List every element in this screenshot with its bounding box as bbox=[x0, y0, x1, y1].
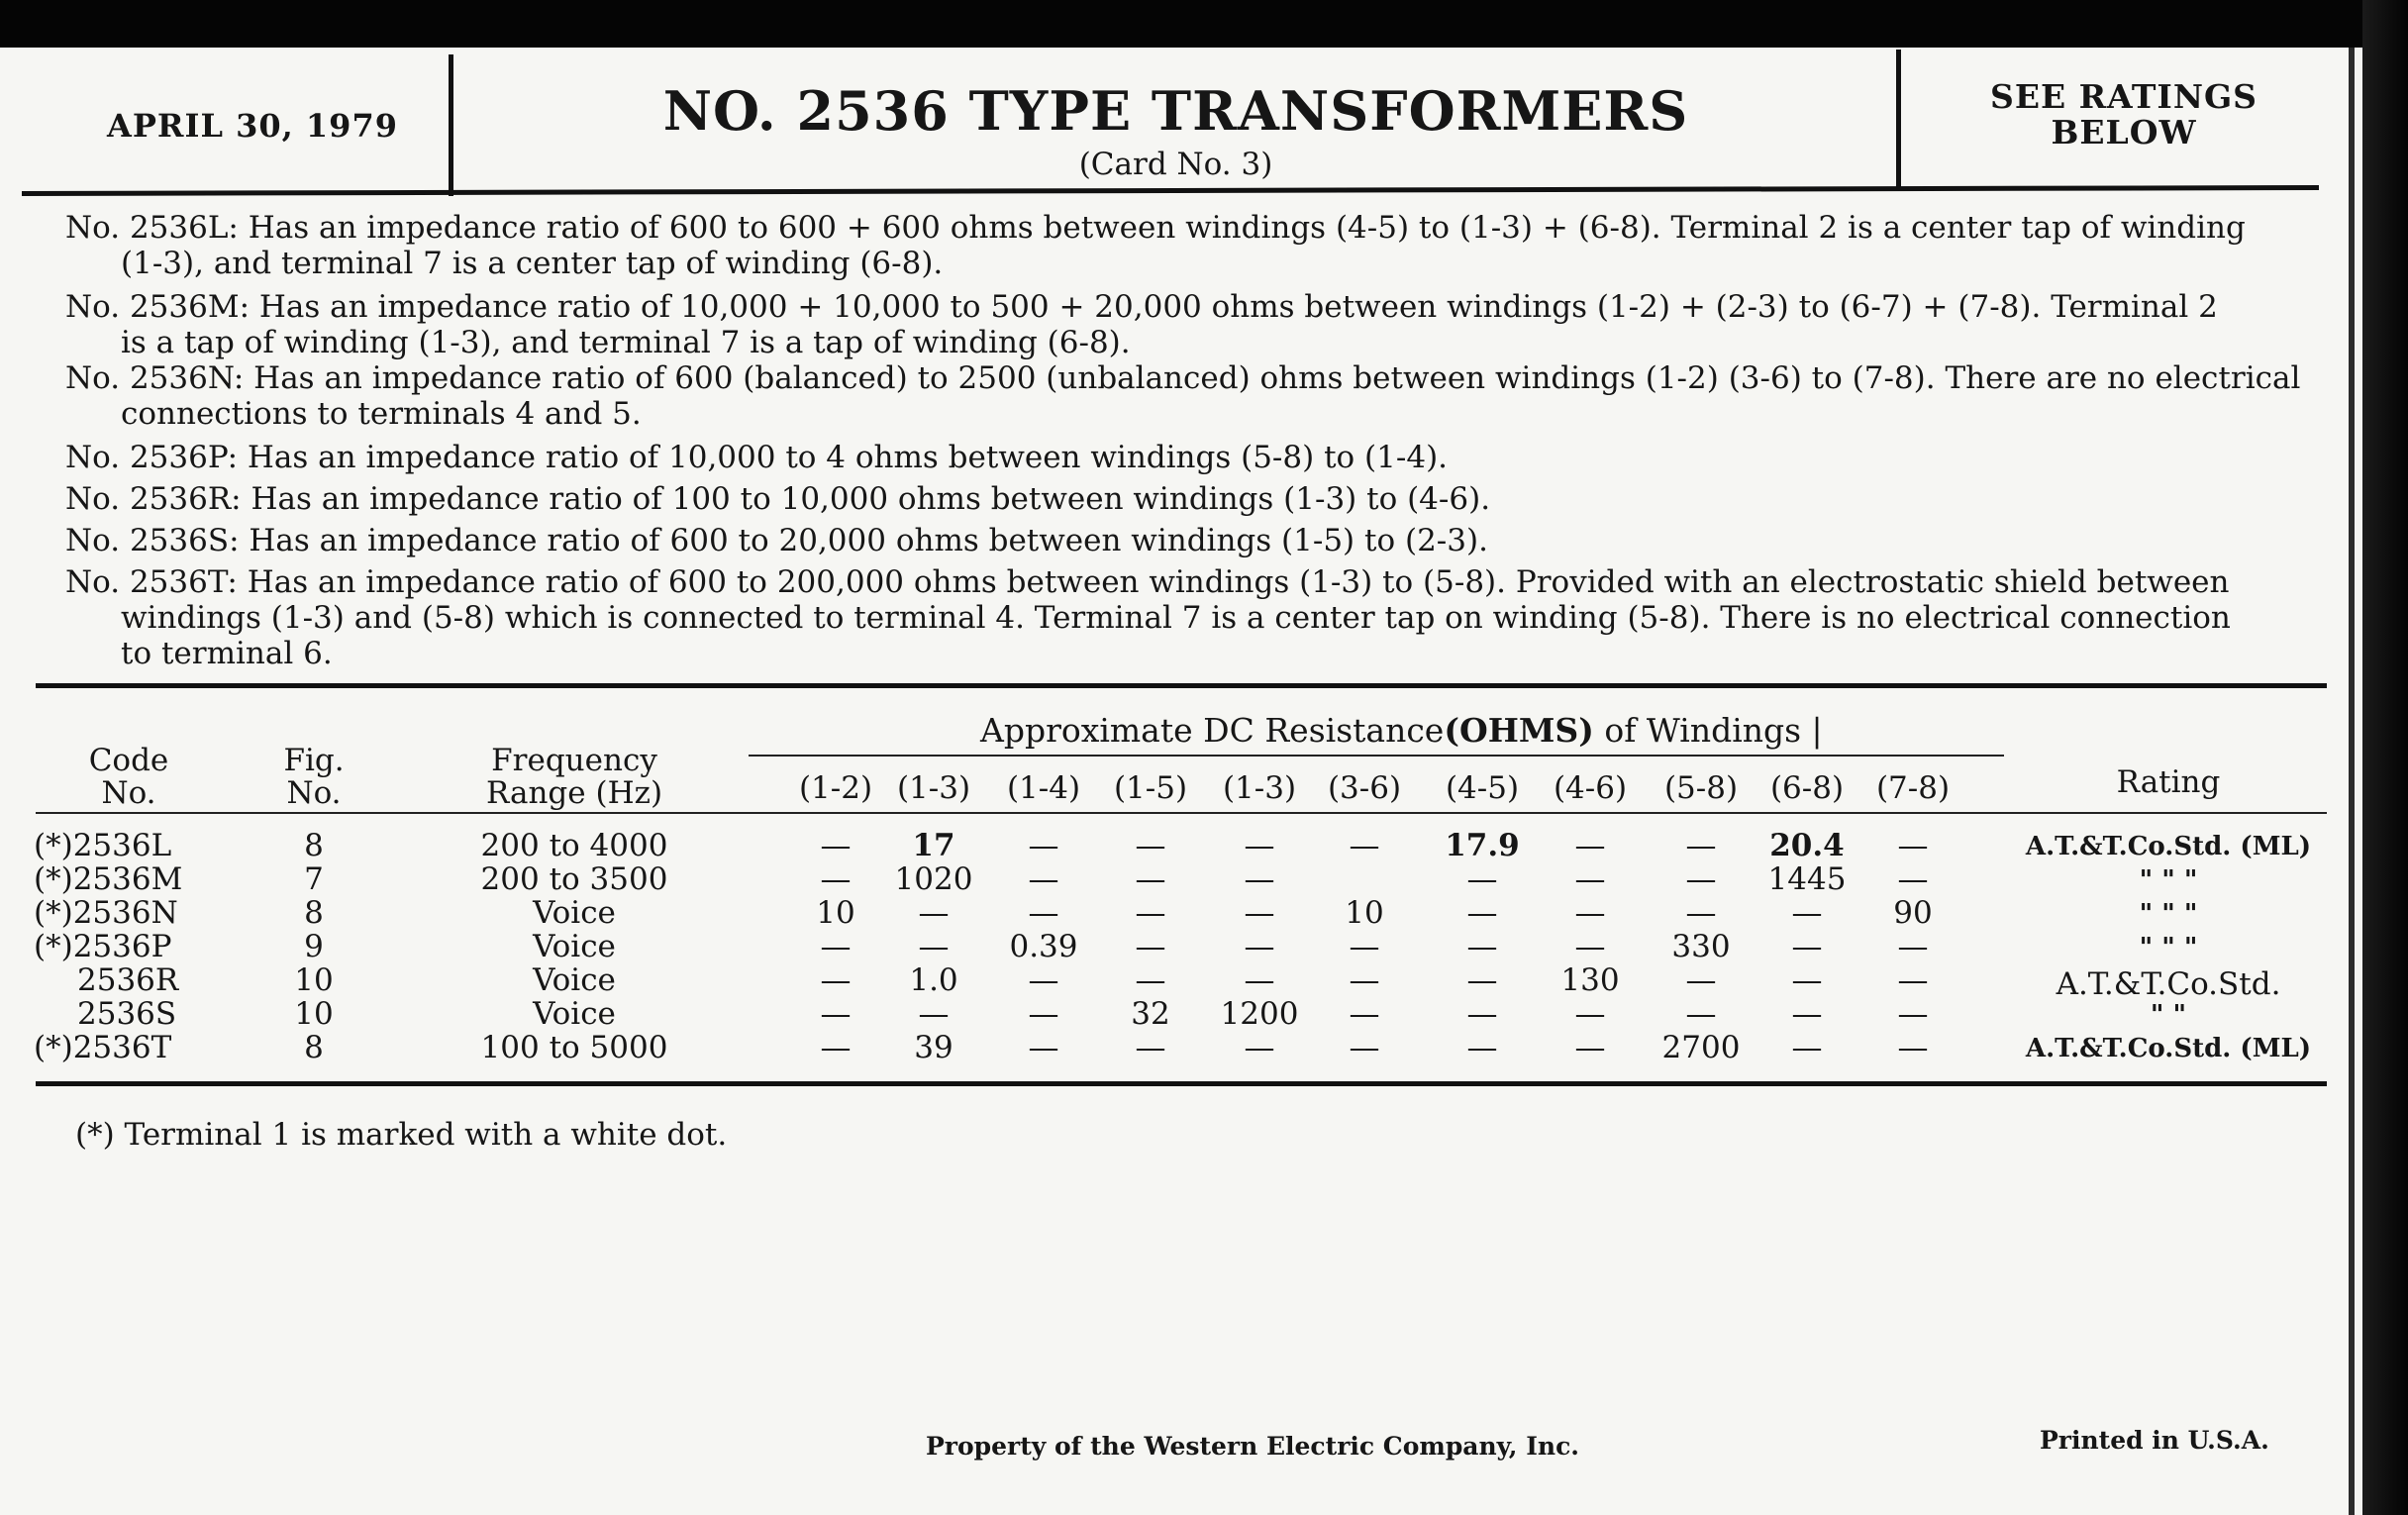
resistance-value: — bbox=[1466, 895, 1498, 931]
description-2536M bbox=[65, 289, 2293, 360]
header-winding: (4-6) bbox=[1553, 770, 1628, 806]
resistance-value: — bbox=[1574, 1030, 1606, 1065]
resistance-value: 17 bbox=[912, 828, 955, 863]
row-fig: 7 bbox=[304, 861, 324, 897]
row-code: (*)2536M bbox=[34, 861, 183, 897]
resistance-value: — bbox=[820, 996, 852, 1032]
row-frequency: Voice bbox=[533, 996, 616, 1032]
row-fig: 9 bbox=[304, 929, 324, 964]
row-frequency: Voice bbox=[533, 929, 616, 964]
resistance-value: — bbox=[1349, 929, 1380, 964]
header-winding: (1-2) bbox=[798, 770, 873, 806]
resistance-value: — bbox=[1135, 929, 1166, 964]
resistance-value: — bbox=[1897, 1030, 1929, 1065]
resistance-value: — bbox=[1574, 996, 1606, 1032]
description-2536R bbox=[65, 481, 2293, 517]
header-divider-right bbox=[1896, 50, 1901, 191]
resistance-value: 2700 bbox=[1661, 1030, 1741, 1065]
description-2536P bbox=[65, 440, 2293, 475]
description-line: No. 2536N: Has an impedance ratio of 600 (balanced) to 2500 (unbalanced) ohms between windings (1-2) (3-6) to (7-8). There are no electrical bbox=[65, 360, 2301, 396]
resistance-value: — bbox=[1244, 962, 1275, 998]
header-winding: (1-4) bbox=[1006, 770, 1081, 806]
description-2536T bbox=[65, 564, 2293, 671]
row-frequency: Voice bbox=[533, 962, 616, 998]
table-top-rule bbox=[36, 683, 2327, 688]
resistance-value: — bbox=[1349, 1030, 1380, 1065]
description-line: No. 2536L: Has an impedance ratio of 600 to 600 + 600 ohms between windings (4-5) to (1-3) + (6-8). Terminal 2 is a center tap of winding bbox=[65, 210, 2246, 246]
resistance-value: — bbox=[1028, 996, 1059, 1032]
description-line: No. 2536M: Has an impedance ratio of 10,000 + 10,000 to 500 + 20,000 ohms between windings (1-2) + (2-3) to (6-7) + (7-8). Terminal 2 bbox=[65, 289, 2218, 325]
description-line: No. 2536R: Has an impedance ratio of 100 to 10,000 ohms between windings (1-3) to (4-6). bbox=[65, 481, 1491, 517]
resistance-group-title bbox=[980, 711, 1823, 750]
table-bottom-rule bbox=[36, 1081, 2327, 1086]
header-code-line: Code bbox=[88, 743, 169, 778]
resistance-value: 1200 bbox=[1220, 996, 1299, 1032]
description-line: No. 2536T: Has an impedance ratio of 600 to 200,000 ohms between windings (1-3) to (5-8). Provided with an electrostatic shield between bbox=[65, 564, 2230, 600]
resistance-value: 0.39 bbox=[1009, 929, 1078, 964]
resistance-value: — bbox=[1135, 861, 1166, 897]
description-line: to terminal 6. bbox=[121, 636, 333, 671]
resistance-value: — bbox=[1897, 962, 1929, 998]
resistance-value: — bbox=[1466, 996, 1498, 1032]
resistance-value: — bbox=[1466, 962, 1498, 998]
footer-printed: Printed in U.S.A. bbox=[2040, 1426, 2269, 1455]
resistance-value: — bbox=[918, 895, 950, 931]
header-winding: (4-5) bbox=[1445, 770, 1520, 806]
resistance-value: — bbox=[1685, 828, 1717, 863]
row-frequency: 200 to 4000 bbox=[480, 828, 668, 863]
row-rating: " " bbox=[2150, 1000, 2187, 1030]
row-rating: " " " bbox=[2139, 933, 2198, 962]
resistance-value: — bbox=[1791, 895, 1823, 931]
resistance-value: 39 bbox=[914, 1030, 953, 1065]
resistance-title-suffix: of Windings | bbox=[1604, 711, 1823, 750]
resistance-value: 17.9 bbox=[1445, 828, 1520, 863]
resistance-value: — bbox=[918, 929, 950, 964]
resistance-value: — bbox=[1135, 962, 1166, 998]
resistance-title-units: (OHMS) bbox=[1444, 711, 1594, 750]
table-header-rule bbox=[36, 812, 2327, 814]
scan-right-border bbox=[2362, 0, 2408, 1515]
card-date: APRIL 30, 1979 bbox=[107, 107, 398, 145]
resistance-value: — bbox=[820, 861, 852, 897]
row-rating: A.T.&T.Co.Std. (ML) bbox=[2025, 1034, 2312, 1063]
resistance-value: 1445 bbox=[1767, 861, 1847, 897]
card-right-edge bbox=[2349, 48, 2355, 1515]
description-2536N bbox=[65, 360, 2301, 432]
description-line: No. 2536P: Has an impedance ratio of 10,000 to 4 ohms between windings (5-8) to (1-4). bbox=[65, 440, 1449, 475]
resistance-value: — bbox=[1028, 895, 1059, 931]
header-rating: Rating bbox=[2116, 764, 2221, 800]
row-fig: 10 bbox=[294, 996, 334, 1032]
row-code: (*)2536P bbox=[34, 929, 172, 964]
resistance-value: — bbox=[820, 962, 852, 998]
resistance-value: — bbox=[820, 929, 852, 964]
header-winding: (1-3) bbox=[1222, 770, 1297, 806]
resistance-title-text: Approximate DC Resistance bbox=[980, 711, 1445, 750]
resistance-value: — bbox=[1685, 962, 1717, 998]
resistance-value: — bbox=[1466, 861, 1498, 897]
row-code: 2536S bbox=[77, 996, 177, 1032]
footnote: (*) Terminal 1 is marked with a white dot. bbox=[75, 1117, 728, 1153]
resistance-value: — bbox=[1244, 861, 1275, 897]
description-line: (1-3), and terminal 7 is a center tap of winding (6-8). bbox=[121, 246, 944, 281]
resistance-value: 130 bbox=[1560, 962, 1620, 998]
resistance-value: 10 bbox=[816, 895, 855, 931]
row-fig: 8 bbox=[304, 1030, 324, 1065]
header-code-line: No. bbox=[101, 775, 156, 811]
resistance-value: — bbox=[1574, 929, 1606, 964]
resistance-value: — bbox=[1574, 828, 1606, 863]
resistance-value: — bbox=[918, 996, 950, 1032]
header-winding: (5-8) bbox=[1663, 770, 1739, 806]
resistance-value: — bbox=[1349, 996, 1380, 1032]
header-fig-line: Fig. bbox=[283, 743, 345, 778]
footer-property: Property of the Western Electric Company, Inc. bbox=[926, 1432, 1580, 1461]
resistance-value: — bbox=[1028, 962, 1059, 998]
row-rating: A.T.&T.Co.Std. bbox=[2056, 966, 2281, 1002]
resistance-value: — bbox=[1244, 1030, 1275, 1065]
row-frequency: 200 to 3500 bbox=[480, 861, 668, 897]
header-frequency-line: Range (Hz) bbox=[485, 775, 663, 811]
resistance-value: — bbox=[1244, 828, 1275, 863]
resistance-value: — bbox=[1244, 929, 1275, 964]
resistance-value: — bbox=[1028, 828, 1059, 863]
resistance-value: 1020 bbox=[894, 861, 973, 897]
resistance-value: 10 bbox=[1345, 895, 1384, 931]
header-divider-left bbox=[449, 54, 453, 196]
description-2536L bbox=[65, 210, 2293, 281]
resistance-value: — bbox=[1791, 1030, 1823, 1065]
resistance-group-rule bbox=[749, 755, 2004, 757]
row-rating: A.T.&T.Co.Std. (ML) bbox=[2025, 832, 2312, 861]
row-rating: " " " bbox=[2139, 865, 2198, 895]
header-fig-line: No. bbox=[286, 775, 342, 811]
description-line: windings (1-3) and (5-8) which is connected to terminal 4. Terminal 7 is a center tap on winding (5-8). There is no electrical connection bbox=[121, 600, 2231, 636]
header-frequency bbox=[436, 745, 713, 810]
resistance-value: — bbox=[1897, 929, 1929, 964]
resistance-value: — bbox=[1349, 828, 1380, 863]
scan-top-border bbox=[0, 0, 2408, 48]
resistance-value: — bbox=[1349, 962, 1380, 998]
row-code: (*)2536L bbox=[34, 828, 172, 863]
resistance-value: — bbox=[820, 1030, 852, 1065]
resistance-value: 330 bbox=[1671, 929, 1731, 964]
row-code: (*)2536T bbox=[34, 1030, 172, 1065]
see-ratings-line2: BELOW bbox=[2051, 113, 2197, 152]
resistance-value: 90 bbox=[1893, 895, 1933, 931]
resistance-value: — bbox=[1791, 996, 1823, 1032]
see-ratings-line1: SEE RATINGS bbox=[1989, 77, 2258, 116]
header-winding: (7-8) bbox=[1875, 770, 1951, 806]
header-fig-no bbox=[259, 745, 368, 810]
resistance-value: — bbox=[1685, 996, 1717, 1032]
resistance-value: — bbox=[1897, 861, 1929, 897]
card-subtitle: (Card No. 3) bbox=[1078, 147, 1273, 182]
resistance-value: — bbox=[1244, 895, 1275, 931]
resistance-value: — bbox=[1028, 1030, 1059, 1065]
card-title: NO. 2536 TYPE TRANSFORMERS bbox=[662, 79, 1689, 143]
resistance-value: — bbox=[1466, 1030, 1498, 1065]
description-line: No. 2536S: Has an impedance ratio of 600 to 20,000 ohms between windings (1-5) to (2-3). bbox=[65, 523, 1488, 558]
row-code: 2536R bbox=[77, 962, 179, 998]
description-2536S bbox=[65, 523, 2293, 558]
resistance-value: 1.0 bbox=[909, 962, 958, 998]
resistance-value: — bbox=[1135, 895, 1166, 931]
resistance-value: — bbox=[1028, 861, 1059, 897]
row-frequency: 100 to 5000 bbox=[480, 1030, 668, 1065]
resistance-value: — bbox=[1466, 929, 1498, 964]
resistance-value: — bbox=[1574, 895, 1606, 931]
resistance-value: — bbox=[1685, 861, 1717, 897]
row-code: (*)2536N bbox=[34, 895, 178, 931]
header-winding: (1-5) bbox=[1113, 770, 1188, 806]
row-rating: " " " bbox=[2139, 899, 2198, 929]
resistance-value: — bbox=[1791, 929, 1823, 964]
resistance-value: — bbox=[1574, 861, 1606, 897]
resistance-value: — bbox=[1135, 1030, 1166, 1065]
resistance-value: — bbox=[820, 828, 852, 863]
description-line: connections to terminals 4 and 5. bbox=[121, 396, 642, 432]
resistance-value: — bbox=[1897, 828, 1929, 863]
resistance-value: — bbox=[1791, 962, 1823, 998]
header-winding: (6-8) bbox=[1769, 770, 1845, 806]
resistance-value: — bbox=[1897, 996, 1929, 1032]
resistance-value: 32 bbox=[1131, 996, 1170, 1032]
header-winding: (3-6) bbox=[1327, 770, 1402, 806]
resistance-value: — bbox=[1685, 895, 1717, 931]
row-frequency: Voice bbox=[533, 895, 616, 931]
description-line: is a tap of winding (1-3), and terminal 7 is a tap of winding (6-8). bbox=[121, 325, 1131, 360]
header-winding: (1-3) bbox=[896, 770, 971, 806]
see-ratings-note bbox=[1960, 79, 2287, 151]
resistance-value: — bbox=[1135, 828, 1166, 863]
row-fig: 8 bbox=[304, 828, 324, 863]
row-fig: 10 bbox=[294, 962, 334, 998]
resistance-value: 20.4 bbox=[1769, 828, 1845, 863]
row-fig: 8 bbox=[304, 895, 324, 931]
header-frequency-line: Frequency bbox=[491, 743, 657, 778]
header-code-no bbox=[59, 745, 198, 810]
